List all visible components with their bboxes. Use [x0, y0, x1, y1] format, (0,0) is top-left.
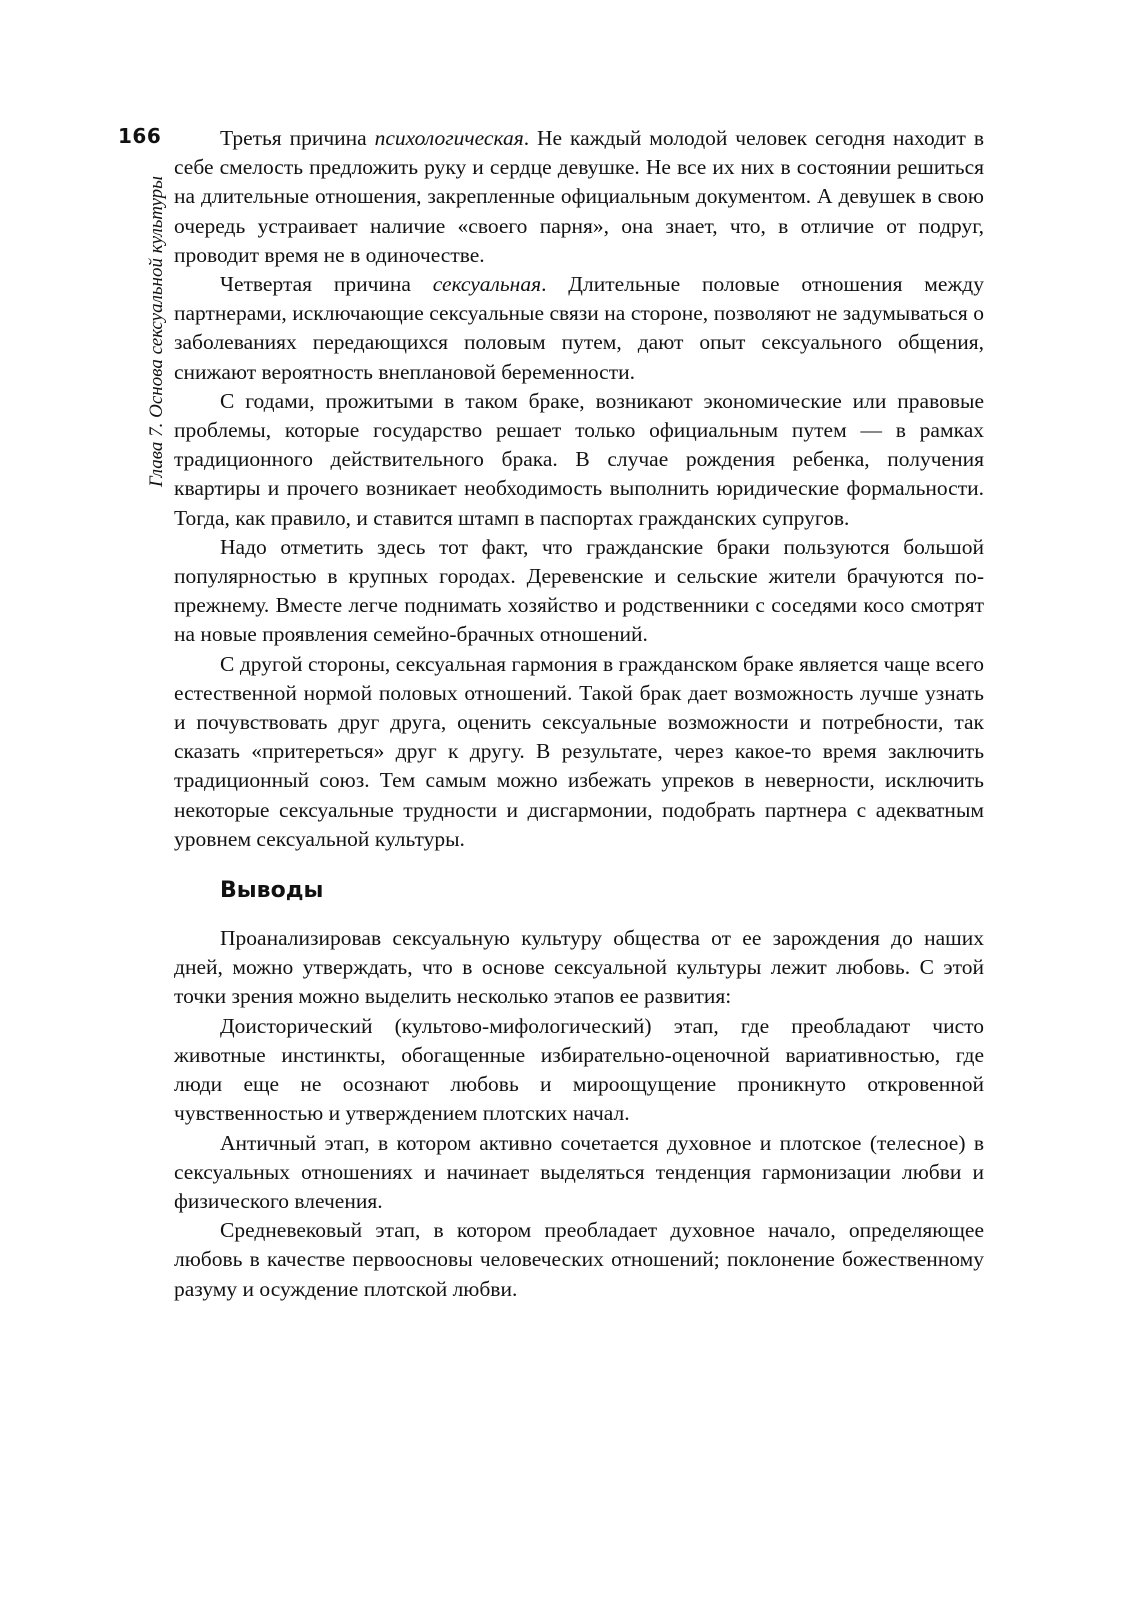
page-number: 166	[118, 124, 162, 148]
paragraph-text: . Не каждый молодой человек сегодня находит в себе смелость предложить руку и сердце девушке. Не все их них в состоянии решиться на длительные отношения, закрепленные официальным документом. А девушек в свою очередь устраивает наличие «своего парня», она знает, что, в отличие от подруг, проводит время не в одиночестве.	[174, 126, 984, 267]
paragraph	[174, 270, 984, 387]
paragraph: С годами, прожитыми в таком браке, возникают экономические или правовые проблемы, которые государство решает только официальным путем — в рамках традиционного действительного брака. В случае рождения ребенка, получения квартиры и прочего возникает необходимость выполнить юридические формальности. Тогда, как правило, и ставится штамп в паспортах гражданских супругов.	[174, 388, 984, 530]
emphasis: психологическая	[374, 126, 524, 150]
paragraph-text: . Длительные половые отношения между партнерами, исключающие сексуальные связи на стороне, позволяют не задумываться о заболеваниях передающихся половым путем, дают опыт сексуального общения, снижают вероятность внеплановой беременности.	[174, 272, 984, 384]
page-body	[174, 124, 984, 1304]
paragraph: Античный этап, в котором активно сочетается духовное и плотское (телесное) в сексуальных отношениях и начинает выделяться тенденция гармонизации любви и физического влечения.	[174, 1130, 984, 1213]
paragraph: Надо отметить здесь тот факт, что гражданские браки пользуются большой популярностью в крупных городах. Деревенские и сельские жители брачуются по-прежнему. Вместе легче поднимать хозяйство и родственники с соседями косо смотрят на новые проявления семейно-брачных отношений.	[174, 534, 984, 647]
running-head: Глава 7. Основа сексуальной культуры	[146, 176, 167, 488]
paragraph	[174, 124, 984, 270]
paragraph-text: Четвертая причина	[220, 272, 433, 297]
paragraph-text: Третья причина	[220, 126, 375, 150]
emphasis: сексуальная	[432, 272, 542, 297]
paragraph: Средневековый этап, в котором преобладает духовное начало, определяющее любовь в качестве первоосновы человеческих отношений; поклонение божественному разуму и осуждение плотской любви.	[174, 1218, 984, 1301]
paragraph: С другой стороны, сексуальная гармония в гражданском браке является чаще всего естественной нормой половых отношений. Такой брак дает возможность лучше узнать и почувствовать друг друга, оценить сексуальные возможности и потребности, так сказать «притереться» друг к другу. В результате, через какое-то время заключить традиционный союз. Тем самым можно избежать упреков в неверности, исключить некоторые сексуальные трудности и дисгармонии, подобрать партнера с адекватным уровнем сексуальной культуры.	[174, 651, 984, 851]
paragraph: Доисторический (культово-мифологический) этап, где преобладают чисто животные инстинкты, обогащенные избирательно-оценочной вариативностью, где люди еще не осознают любовь и мироощущение проникнуто откровенной чувственностью и утверждением плотских начал.	[174, 1013, 984, 1126]
paragraph: Проанализировав сексуальную культуру общества от ее зарождения до наших дней, можно утверждать, что в основе сексуальной культуры лежит любовь. С этой точки зрения можно выделить несколько этапов ее развития:	[174, 926, 984, 1009]
section-heading: Выводы	[220, 878, 324, 904]
